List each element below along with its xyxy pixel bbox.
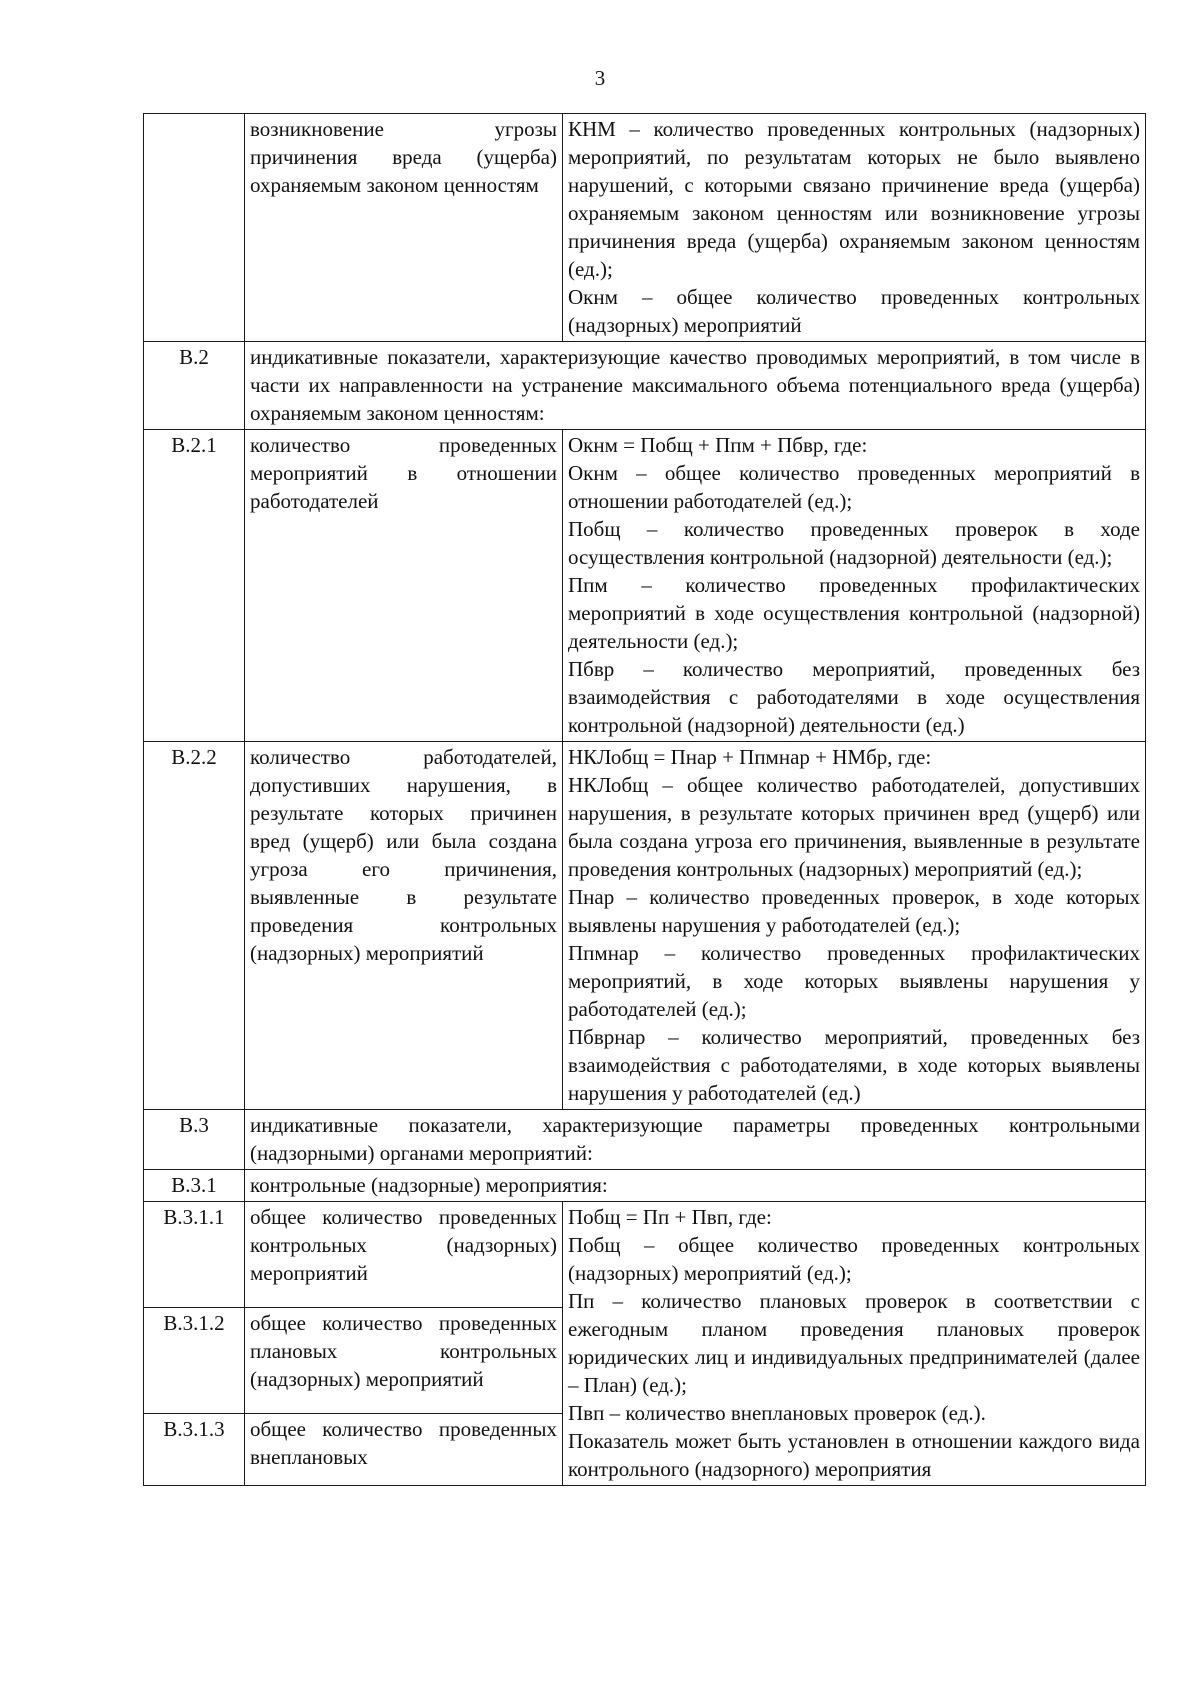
calc-line: Окнм = Побщ + Ппм + Пбвр, где:	[568, 433, 868, 457]
indicator-code: В.2	[144, 342, 245, 430]
indicator-name: общее количество проведенных внеплановых	[245, 1413, 563, 1485]
calc-line: Пп – количество плановых проверок в соответствии с ежегодным планом проведения плановых проверок юридических лиц и индивидуальных предпринимателей (далее – План) (ед.);	[568, 1289, 1140, 1397]
indicator-calculation	[563, 430, 1146, 742]
indicator-code: В.3	[144, 1110, 245, 1170]
indicator-code	[144, 114, 245, 342]
calc-line: Побщ – количество проведенных проверок в ходе осуществления контрольной (надзорной) деятельности (ед.);	[568, 517, 1140, 569]
table-row	[144, 1202, 1146, 1308]
indicator-code: В.2.1	[144, 430, 245, 742]
indicator-name: количество проведенных мероприятий в отношении работодателей	[245, 430, 563, 742]
calc-line: НКЛобщ – общее количество работодателей, допустивших нарушения, в результате которых причинен вред (ущерб) или была создана угроза его причинения, выявленные в результате проведения контрольных (надзорных) мероприятий (ед.);	[568, 773, 1140, 881]
indicator-code: В.2.2	[144, 742, 245, 1110]
table-row	[144, 430, 1146, 742]
calc-line: Ппм – количество проведенных профилактических мероприятий в ходе осуществления контрольной (надзорной) деятельности (ед.);	[568, 573, 1140, 653]
calc-line: Ппмнар – количество проведенных профилактических мероприятий, в ходе которых выявлены нарушения у работодателей (ед.);	[568, 941, 1140, 1021]
indicator-code: В.3.1.3	[144, 1413, 245, 1485]
section-heading: индикативные показатели, характеризующие параметры проведенных контрольными (надзорными) органами мероприятий:	[245, 1110, 1146, 1170]
section-heading: контрольные (надзорные) мероприятия:	[245, 1170, 1146, 1202]
indicator-calculation	[563, 742, 1146, 1110]
indicator-calculation	[563, 114, 1146, 342]
indicator-code: В.3.1	[144, 1170, 245, 1202]
calc-line: Показатель может быть установлен в отношении каждого вида контрольного (надзорного) мероприятия	[568, 1429, 1140, 1481]
indicator-name: возникновение угрозы причинения вреда (ущерба) охраняемым законом ценностям	[245, 114, 563, 342]
table-row	[144, 1170, 1146, 1202]
table-row	[144, 1110, 1146, 1170]
indicator-code: В.3.1.2	[144, 1307, 245, 1413]
calc-line: Побщ – общее количество проведенных контрольных (надзорных) мероприятий (ед.);	[568, 1233, 1140, 1285]
table-row	[144, 114, 1146, 342]
indicator-code: В.3.1.1	[144, 1202, 245, 1308]
indicator-calculation	[563, 1202, 1146, 1486]
calc-line: Побщ = Пп + Пвп, где:	[568, 1205, 772, 1229]
calc-line: Пбврнар – количество мероприятий, проведенных без взаимодействия с работодателями, в ходе которых выявлены нарушения у работодателей (ед.)	[568, 1025, 1140, 1105]
indicators-table	[143, 113, 1146, 1486]
calc-line: Пбвр – количество мероприятий, проведенных без взаимодействия с работодателями в ходе осуществления контрольной (надзорной) деятельности (ед.)	[568, 657, 1140, 737]
calc-line: Пвп – количество внеплановых проверок (ед.).	[568, 1401, 986, 1425]
calc-line: НКЛобщ = Пнар + Ппмнар + НМбр, где:	[568, 745, 932, 769]
calc-line: Пнар – количество проведенных проверок, в ходе которых выявлены нарушения у работодателей (ед.);	[568, 885, 1140, 937]
calc-line: Окнм – общее количество проведенных контрольных (надзорных) мероприятий	[568, 285, 1140, 337]
indicator-name: количество работодателей, допустивших нарушения, в результате которых причинен вред (ущерб) или была создана угроза его причинения, выявленные в результате проведения контрольных (надзорных) мероприятий	[245, 742, 563, 1110]
indicator-name: общее количество проведенных контрольных (надзорных) мероприятий	[245, 1202, 563, 1308]
indicator-name: общее количество проведенных плановых контрольных (надзорных) мероприятий	[245, 1307, 563, 1413]
table-row	[144, 742, 1146, 1110]
page-number: 3	[594, 66, 606, 90]
table-row	[144, 342, 1146, 430]
section-heading: индикативные показатели, характеризующие качество проводимых мероприятий, в том числе в части их направленности на устранение максимального объема потенциального вреда (ущерба) охраняемым законом ценностям:	[245, 342, 1146, 430]
calc-line: Окнм – общее количество проведенных мероприятий в отношении работодателей (ед.);	[568, 461, 1140, 513]
calc-line: КНМ – количество проведенных контрольных (надзорных) мероприятий, по результатам которых не было выявлено нарушений, с которыми связано причинение вреда (ущерба) охраняемым законом ценностям или возникновение угрозы причинения вреда (ущерба) охраняемым законом ценностям (ед.);	[568, 117, 1140, 281]
